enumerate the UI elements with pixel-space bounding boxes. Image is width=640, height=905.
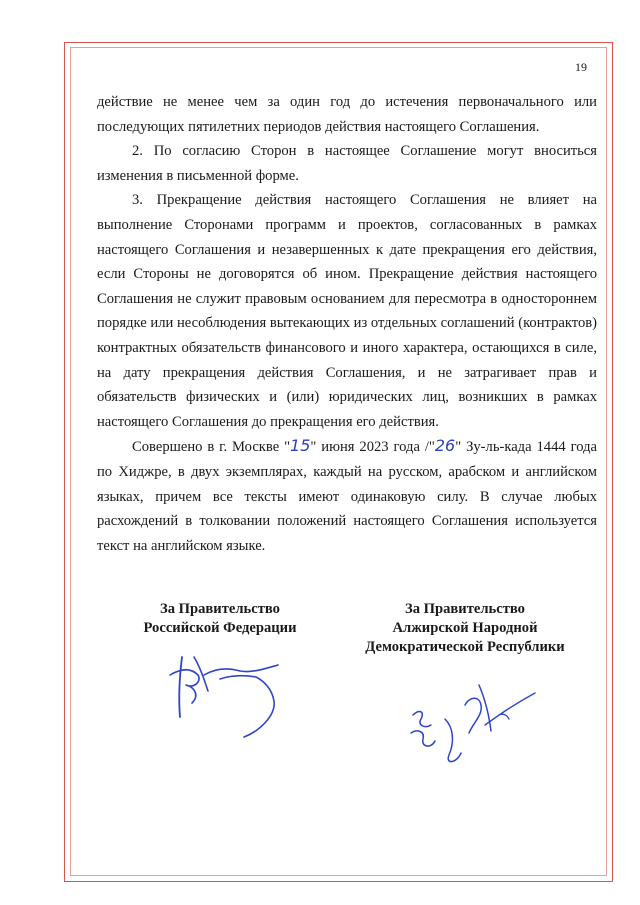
signature-algeria — [395, 675, 555, 775]
p4-part3: " Зу-ль-када 1444 года по Хиджре, в двух экземплярах, каждый на русском, арабском и английском языках, причем все тексты имеют одинаковую силу. В случае любых расхождений в толковании положений настоящего Соглашения используется текст на английском языке. — [97, 439, 597, 554]
signatory-algeria-line2: Алжирской Народной — [392, 620, 538, 636]
signatory-russia-line1: За Правительство — [160, 601, 280, 617]
page-number: 19 — [575, 60, 587, 74]
signature-russia — [160, 645, 310, 745]
signatory-algeria-line3: Демократической Республики — [365, 639, 565, 655]
paragraph-1: действие не менее чем за один год до истечения первоначального или последующих пятилетних периодов действия настоящего Соглашения. — [97, 94, 597, 135]
signatory-algeria-line1: За Правительство — [405, 601, 525, 617]
handwritten-day: 15 — [290, 436, 311, 456]
paragraph-3: 3. Прекращение действия настоящего Соглашения не влияет на выполнение Сторонами программ и проектов, согласованных в рамках настоящего Соглашения и незавершенных к дате прекращения его действия, если Стороны не договорятся об ином. Прекращение действия настоящего Соглашения не служит правовым основанием для пересмотра в одностороннем порядке или несоблюдения вытекающих из отдельных соглашений (контрактов) контрактных обязательств финансового и иного характера, остающихся в силе, на дату прекращения действия Соглашения, и не затрагивает прав и обязательств физических и (или) юридических лиц, возникших в рамках настоящего Соглашения до прекращения его действия. — [97, 192, 597, 430]
agreement-text — [97, 90, 597, 558]
signatory-russia — [120, 600, 320, 638]
p4-part2: " июня 2023 года /" — [310, 439, 435, 456]
signatory-algeria — [345, 600, 585, 657]
handwritten-hijri-day: 26 — [434, 436, 456, 456]
p4-part1: Совершено в г. Москве " — [132, 439, 291, 456]
paragraph-2: 2. По согласию Сторон в настоящее Соглашение могут вноситься изменения в письменной форме. — [97, 143, 597, 184]
signatory-russia-line2: Российской Федерации — [143, 620, 297, 636]
paragraph-4 — [97, 434, 597, 558]
